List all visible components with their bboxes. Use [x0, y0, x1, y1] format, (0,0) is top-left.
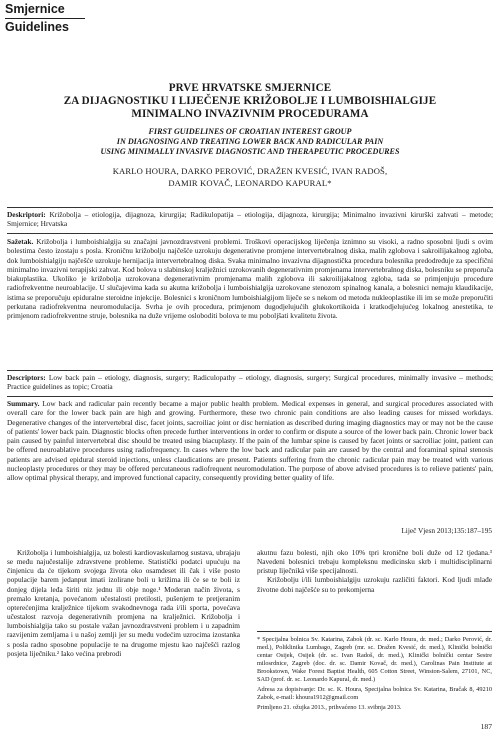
title-block [24, 82, 476, 189]
title-en-line: USING MINIMALLY INVASIVE DIAGNOSTIC AND THERAPEUTIC PROCEDURES [100, 147, 400, 157]
correspondence-footnote: Adresa za dopisivanje: Dr. sc. K. Houra, Specijalna bolnica Sv. Katarina, Bračak 8, 49210 Zabok, e-mail: khoura1912@gmail.com [257, 686, 492, 701]
affiliations-footnote: * Specijalna bolnica Sv. Katarina, Zabok (dr. sc. Karlo Houra, dr. med.; Darko Perović, dr. med.), Poliklinika Lumbago, Zagreb (mr. sc. Dražen Kvesić, dr. med.), Klinički bolnički centar Osijek, Osijek (dr. sc. Ivan Radoš, dr. med.), Klinički bolnički centar Sestre milosrdnice, Zagreb (doc. dr. sc. Damir Kovač, dr. med.), Carolinas Pain Institute at Brookstown, Wake Forest Baptist Health, 605 Cotton Street, Winston-Salem, 27101, NC, SAD (prof. dr. sc. Leonardo Kapural, dr. med.) [257, 636, 492, 683]
section-label-hr: Smjernice [5, 2, 65, 16]
keywords-croatian-text: Križobolja – etiologija, dijagnoza, kirurgija; Radikulopatija – etiologija, dijagnoza, kirurgija; Minimalno invazivni kirurški zahvati – metode; Smjernice; Hrvatska [7, 210, 493, 229]
keywords-croatian [7, 210, 493, 229]
body-paragraph: Križobolja i lumboishialgija, uz bolesti kardiovaskularnog sustava, ubrajaju se među najučestalije zdravstvene probleme. Statistički podatci upućuju na činjenicu da će tijekom svojega života oko osamdeset ili čak i više posto populacije barem jedanput imati izolirane boli u križima ili će se te boli iz donjeg dijela leđa širiti niz jednu ili obje noge.¹ Moderan način života, s premalo kretanja, povećanom učestalosti pretilosti, pušenjem te pretjeranim opterećenjima kralježnice tijekom svakodnevnoga rada i/ili sporta, povećava učestalost razvoja degenerativnih promjena na kralježnici. Križobolja i lumboishialgija tako su postale važan javnozdravstveni problem i u zapadnim razvijenim zemljama i u našoj zemlji jer su među vodećim uzrocima izostanka s posla radno sposobne populacije te na drugome mjestu kao najčešći razlog posjeta liječniku.² Iako većina prebrodi [7, 548, 240, 658]
abstract-english [7, 399, 493, 482]
divider [7, 233, 493, 234]
abstract-croatian-label: Sažetak. [7, 237, 34, 246]
page-number: 187 [480, 722, 492, 731]
section-label-rule [5, 18, 85, 19]
title-en-line: IN DIAGNOSING AND TREATING LOWER BACK AND RADICULAR PAIN [116, 137, 384, 147]
title-hr-line: PRVE HRVATSKE SMJERNICE [168, 82, 332, 94]
keywords-english-text: Low back pain – etiology, diagnosis, surgery; Radiculopathy – etiology, diagnosis, surgery; Surgical procedures, minimally invasive – methods; Practice guidelines as topic; Croatia [7, 373, 493, 392]
body-paragraph: akutnu fazu bolesti, njih oko 10% tpri kronične boli duže od 12 tjedana.³ Navedeni bolesnici trebaju kompleksnu medicinsku skrb i multidisciplinarni pristup liječniká više specijalnosti. [257, 548, 492, 576]
received-date-footnote: Primljeno 21. ožujka 2013., prihvaćeno 13. svibnja 2013. [257, 704, 402, 711]
keywords-english [7, 373, 493, 392]
journal-citation: Liječ Vjesn 2013;135:187–195 [401, 526, 492, 535]
keywords-croatian-label: Deskriptori: [7, 210, 46, 219]
title-croatian [24, 82, 476, 120]
abstract-english-label: Summary. [7, 399, 40, 408]
divider [7, 370, 493, 371]
title-en-line: FIRST GUIDELINES OF CROATIAN INTEREST GROUP [148, 127, 352, 137]
section-label [5, 2, 85, 35]
authors [24, 166, 476, 188]
title-hr-line: ZA DIJAGNOSTIKU I LIJEČENJE KRIŽOBOLJE I LUMBOISHIALGIJE [63, 94, 437, 107]
authors-line: DAMIR KOVAČ, LEONARDO KAPURAL* [168, 177, 332, 188]
body-column-right [257, 548, 492, 594]
authors-line: KARLO HOURA, DARKO PEROVIĆ, DRAŽEN KVESIĆ, IVAN RADOŠ, [112, 166, 388, 177]
divider [7, 396, 493, 397]
divider [7, 207, 493, 208]
abstract-croatian [7, 237, 493, 320]
title-hr-line: MINIMALNO INVAZIVNIM PROCEDURAMA [131, 107, 369, 120]
footnote-divider [257, 631, 492, 632]
body-column-left [7, 548, 240, 658]
abstract-english-text: Low back and radicular pain recently became a major public health problem. Medical expenses in general, and surgical procedures associated with overall care for the lower back pain are high and growing. Furthermore, these two chronic pain conditions are also leading causes for missed workdays. Degenerative changes of the intervertebral disc, facet joints, sacroiliac joint or disc herniation as described during imaging diagnostics may or may not be the cause of patients' lower back pain. Diagnostic blocks often precede further interventions in order to confirm or dispute a source of the lower back pain. Chronic lower back pain caused by painful intervertebral disc should be treated using biacuplasty. If the pain of the lumbar spine is caused by facet joints or sacroiliac joint, patient can be offered neuroablative procedures using radiofrequency. In cases where the low back and radicular pain are caused by the central and foraminal spinal stenosis patients are advised epidural steroid injections, unless claudications are present. Patients suffering from the chronic radicular pain may be treated with various nucleoplasty procedures or they may be offered percutaneous radiofrequent neuromodulation. The purpose of above advised procedures is to relieve patients' pain, allow optimal physical therapy, and improved functional capacity, consequently providing better quality of life. [7, 399, 493, 482]
keywords-english-label: Descriptors: [7, 373, 46, 382]
footnotes [257, 636, 492, 714]
abstract-croatian-text: Križobolja i lumboishialgija su značajni javnozdravstveni problemi. Troškovi operacijskog liječenja iznimno su visoki, a radno sposobni ljudi s ovim bolestima često izostaju s posla. Kroničnu križobolju najčešće uzrokuju degenerativne promjene intervertebralnog diska, malih zglobova i sakroilijakalnog zgloba, dok lumboishialgiju najčešće uzrokuje hernijacija intervertebralnog diska. Svaka minimalno invazivna dijagnostička procedura bolesnika predodređuje za specifični minimalno invazivni terapijski zahvat. Kod bolova u slabinskoj kralježnici uzrokovanih degenerativnim promjenama intervertebralnog diska, bolesniku se preporuča biakuplastika. Ukoliko je križobolja uzrokovana degenerativnim promjenama malih zglobova ili sakroilijakalnog zgloba, tada se primjenjuju procedure radiofrekventne neuroablacije. U slučajevima kada su akutna križobolja i lumboishialgija uzrokovane stenozom spinalnog kanala, a bolesnici nemaju klaudikacije, istima se preporučuju epiduralne steroidne injekcije. Bolesnici s kroničnom lumboishialgijom liječe se s nekom od metoda nukleoplastike ili im se može preporučiti perkutana radiofrekventna neuromodulacija. Svrha je ovih procedura, primjenom dugodjelujućih glukokortikoida i kratkodjelujućeg lokalnog anestetika, te primjenom radiofrekventne struje, bolesnika na duže vrijeme osloboditi bolova te mu poboljšati kvalitetu života. [7, 237, 493, 320]
section-label-en: Guidelines [5, 20, 69, 34]
title-english [24, 127, 476, 157]
body-paragraph: Križobolju i/ili lumboishialgiju uzrokuju različiti faktori. Kod ljudi mlađe životne dobi najčešće su to prekomjerna [257, 575, 492, 594]
